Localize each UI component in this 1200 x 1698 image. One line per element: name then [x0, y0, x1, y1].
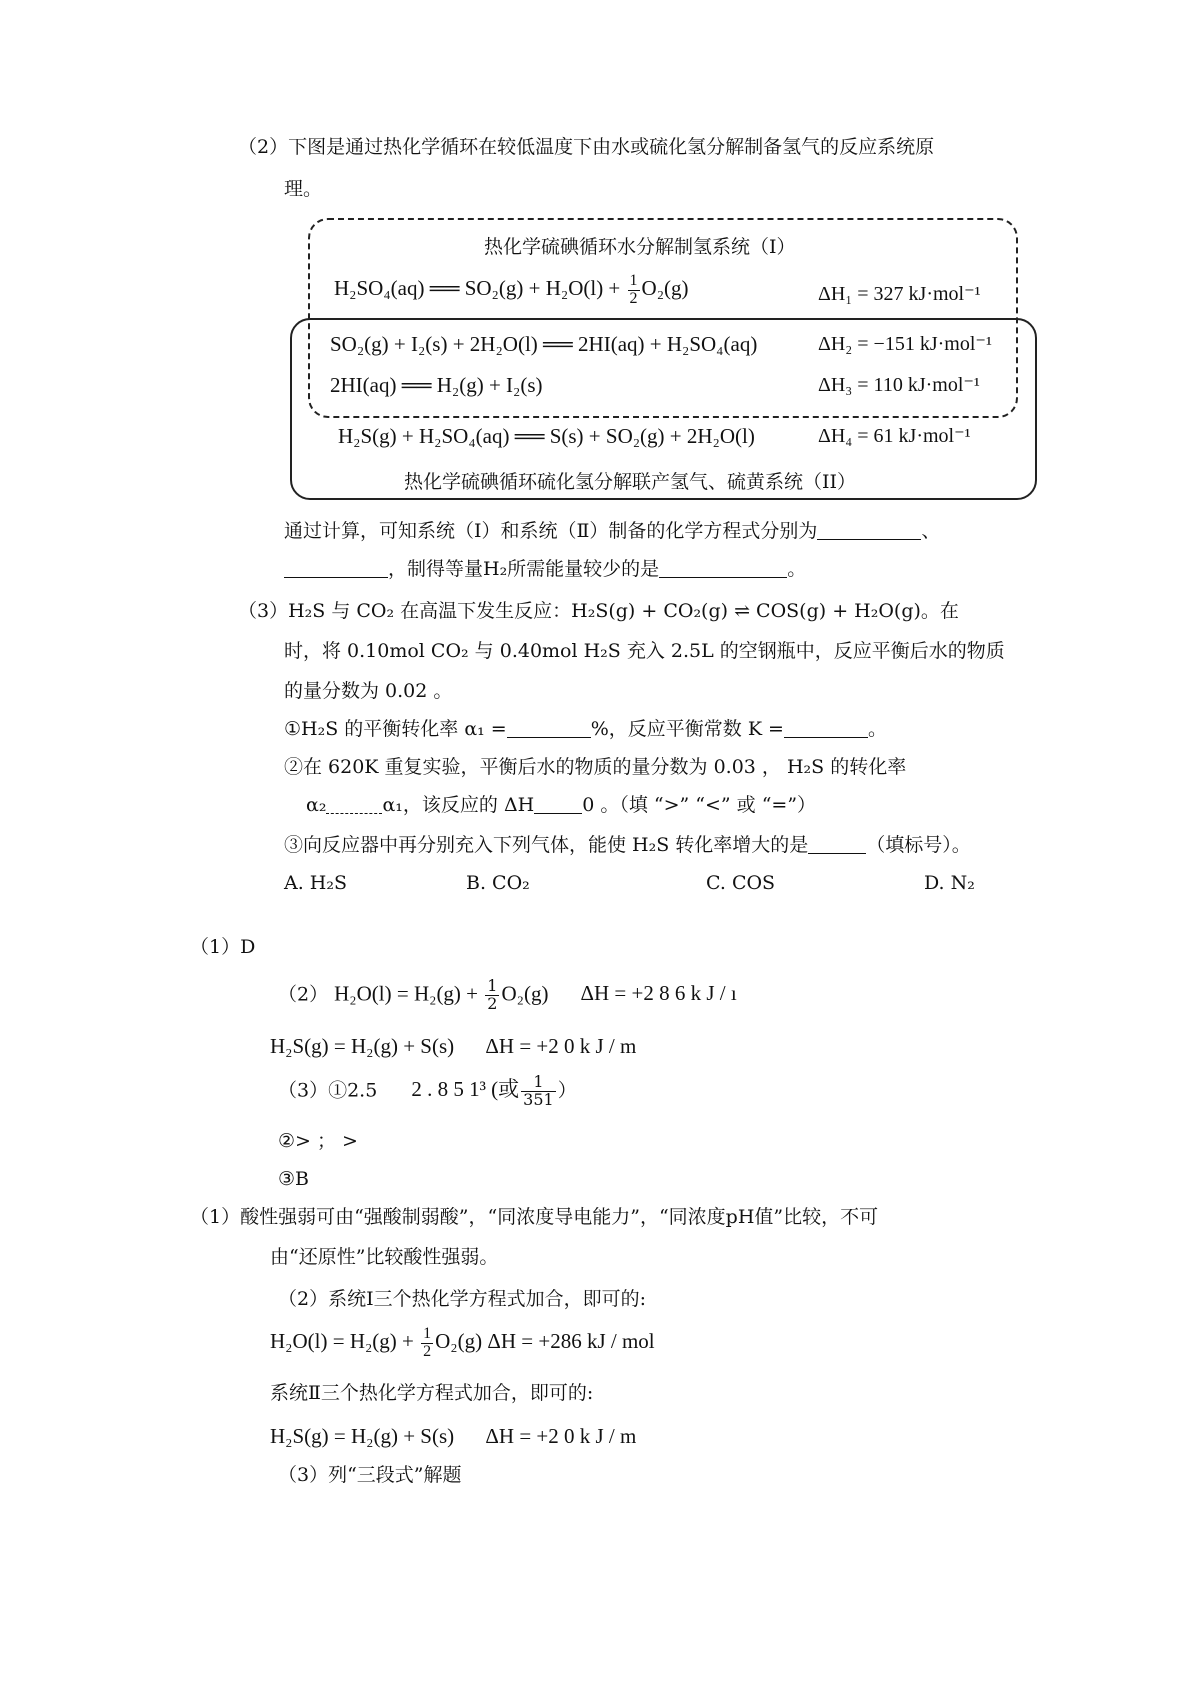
explain-2-eq2	[270, 1424, 636, 1449]
q3-sub2-line1: ②在 620K 重复实验，平衡后水的物质的量分数为 0.03 ， H₂S 的转化率	[284, 756, 907, 778]
q2-intro-line1: （2）下图是通过热化学循环在较低温度下由水或硫化氢分解制备氢气的反应系统原	[238, 136, 935, 158]
q3-sub2-end: 0 。（填 “>” “<” 或 “=”）	[582, 794, 817, 816]
explain-2-eq1-lhs: H₂O(l) = H₂(g) +	[270, 1329, 420, 1354]
answer-1: （1）D	[190, 936, 256, 958]
explain-2-eq1	[270, 1326, 655, 1361]
answer-blank-system-I[interactable]	[817, 521, 921, 540]
answer-2-eq2-text: H₂S(g) = H₂(g) + S(s)	[270, 1034, 455, 1058]
reaction-4: H₂S(g) + H₂SO₄(aq) ══ S(s) + SO₂(g) + 2H₂O(l)	[338, 424, 755, 448]
answer-2-eq1-dh: ΔH = +2 8 6 k J / ı	[580, 981, 737, 1006]
answer-blank-alpha-compare[interactable]	[326, 795, 382, 814]
answer-3-2: ②> ； >	[278, 1130, 358, 1152]
system-II-title: 热化学硫碘循环硫化氢分解联产氢气、硫黄系统（II）	[404, 471, 857, 493]
answer-blank-system-II[interactable]	[284, 559, 388, 578]
q2-calc-line1	[284, 520, 940, 543]
q3-sub2-mid: α₁，该反应的 ΔH	[382, 794, 535, 816]
option-c: C. COS	[706, 872, 776, 894]
q2-calc-end: 。	[787, 558, 807, 580]
explain-2-eq2-dh: ΔH = +2 0 k J / m	[485, 1424, 637, 1448]
delta-h4: ΔH₄ = 61 kJ·mol⁻¹	[818, 425, 971, 447]
reaction-1-rhs: O₂(g)	[641, 276, 689, 301]
q3-line2: 时，将 0.10mol CO₂ 与 0.40mol H₂S 充入 2.5L 的空钢瓶中，反应平衡后水的物质	[284, 640, 1005, 662]
answer-blank-K[interactable]	[784, 719, 868, 738]
q2-calc-text: 通过计算，可知系统（Ⅰ）和系统（Ⅱ）制备的化学方程式分别为	[284, 520, 818, 542]
k-fraction	[521, 1074, 556, 1109]
q3-sub3-pre: ③向反应器中再分别充入下列气体，能使 H₂S 转化率增大的是	[284, 834, 809, 856]
option-a: A. H₂S	[284, 872, 348, 894]
option-d: D. N₂	[924, 872, 975, 894]
q3-sub3-end: （填标号）。	[866, 834, 971, 856]
delta-h2: ΔH₂ = −151 kJ·mol⁻¹	[818, 333, 992, 355]
half-fraction	[628, 273, 640, 308]
k-fraction-num: 1	[521, 1074, 556, 1092]
answer-3-3: ③B	[278, 1168, 309, 1190]
fraction-denominator: 2	[629, 289, 638, 307]
system-I-title: 热化学硫碘循环水分解制氢系统（I）	[484, 236, 796, 258]
reaction-2: SO₂(g) + I₂(s) + 2H₂O(l) ══ 2HI(aq) + H₂SO₄(aq)	[330, 332, 758, 356]
answer-2-lead: （2）	[278, 983, 329, 1006]
q2-calc-sep: 、	[921, 520, 941, 542]
q3-sub1-mid: %，反应平衡常数 K =	[590, 718, 784, 740]
half-fraction: $\frac{1}{2}$	[423, 1325, 432, 1360]
answer-2-eq1-rhs: O₂(g)	[501, 981, 549, 1006]
reaction-1	[334, 273, 689, 308]
delta-h1: ΔH₁ = 327 kJ·mol⁻¹	[818, 283, 981, 305]
option-b: B. CO₂	[466, 872, 530, 894]
answer-2-eq1-lhs: H₂O(l) = H₂(g) +	[334, 981, 484, 1006]
q2-intro-line2: 理。	[284, 178, 323, 200]
explain-2-eq1-rhs: O₂(g) ΔH = +286 kJ / mol	[435, 1329, 655, 1354]
explain-2-intro: （2）系统Ⅰ三个热化学方程式加合，即可的:	[278, 1288, 646, 1310]
k-fraction-den: 351	[523, 1089, 554, 1109]
explain-1-line2: 由“还原性”比较酸性强弱。	[270, 1246, 499, 1268]
answer-3-lead: （3）①2.5	[278, 1079, 378, 1102]
explain-3: （3）列“三段式”解题	[278, 1464, 462, 1486]
answer-2-eq2	[270, 1034, 636, 1059]
q3-sub1	[284, 718, 887, 741]
explain-2-system2: 系统Ⅱ三个热化学方程式加合，即可的:	[270, 1382, 594, 1404]
reaction-1-lhs: H₂SO₄(aq) ══ SO₂(g) + H₂O(l) +	[334, 276, 626, 301]
answer-2-eq1	[278, 978, 737, 1013]
q2-calc-text2: ，制得等量H₂所需能量较少的是	[388, 558, 660, 580]
explain-1-line1: （1）酸性强弱可由“强酸制弱酸”，“同浓度导电能力”，“同浓度pH值”比较，不可	[190, 1206, 879, 1228]
answer-blank-deltaH-sign[interactable]	[534, 795, 582, 814]
half-fraction: $\frac{1}{2}$	[487, 976, 498, 1013]
answer-blank-alpha1[interactable]	[507, 719, 591, 738]
q3-sub1-end: 。	[867, 718, 887, 740]
fraction-numerator: 1	[629, 272, 638, 289]
answer-2-eq2-dh: ΔH = +2 0 k J / m	[485, 1034, 637, 1058]
q3-line3: 的量分数为 0.02 。	[284, 680, 453, 702]
answer-3-close: ）	[557, 1079, 577, 1102]
q3-sub2-line2	[306, 794, 816, 817]
answer-blank-option[interactable]	[808, 835, 866, 854]
q3-sub3	[284, 834, 971, 857]
answer-blank-less-energy[interactable]	[659, 559, 787, 578]
q3-sub1-pre: ①H₂S 的平衡转化率 α₁ =	[284, 718, 507, 740]
answer-3-value: 2 . 8 5 1³ (或	[411, 1077, 520, 1102]
delta-h3: ΔH₃ = 110 kJ·mol⁻¹	[818, 374, 980, 396]
reaction-3: 2HI(aq) ══ H₂(g) + I₂(s)	[330, 373, 543, 397]
q3-line1: （3）H₂S 与 CO₂ 在高温下发生反应：H₂S(g) + CO₂(g) ⇌ COS(g) + H₂O(g)。在	[238, 600, 959, 622]
explain-2-eq2-text: H₂S(g) = H₂(g) + S(s)	[270, 1424, 455, 1448]
q2-calc-line2	[284, 558, 806, 581]
q3-sub2-pre: α₂	[306, 794, 327, 816]
answer-3-1	[278, 1074, 577, 1109]
